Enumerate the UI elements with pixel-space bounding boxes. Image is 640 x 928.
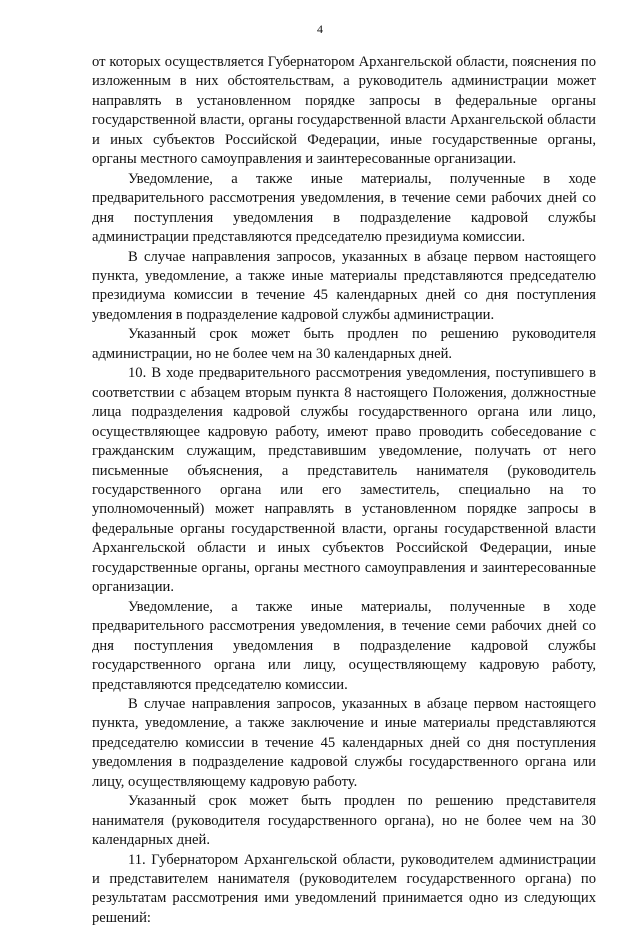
paragraph: В случае направления запросов, указанных в абзаце первом настоящего пункта, уведомление, а также заключение и иные материалы представляются председателю комиссии в течение 45 календарных дней со дня поступления уведомления в подразделение кадровой службы государственного органа или лицу, осуществляющему кадровую работу. [92, 695, 596, 790]
paragraph: Уведомление, а также иные материалы, полученные в ходе предварительного рассмотрения уведомления, в течение семи рабочих дней со дня поступления уведомления в подразделение кадровой службы государственного органа или лицу, осуществляющему кадровую работу, представляются председателю комиссии. [92, 598, 596, 693]
paragraph: Уведомление, а также иные материалы, полученные в ходе предварительного рассмотрения уведомления, в течение семи рабочих дней со дня поступления уведомления в подразделение кадровой службы администрации представляются председателю президиума комиссии. [92, 170, 596, 246]
page-number: 4 [317, 22, 323, 36]
document-body [92, 53, 596, 928]
paragraph-item-11: 11. Губернатором Архангельской области, руководителем администрации и представителем нанимателя (руководителем государственного органа) по результатам рассмотрения ими уведомлений принимается одно из следующих решений: [92, 851, 596, 926]
paragraph-item-10: 10. В ходе предварительного рассмотрения уведомления, поступившего в соответствии с абзацем вторым пункта 8 настоящего Положения, должностные лица подразделения кадровой службы государственного органа или лицо, осуществляющее кадровую работу, имеют право проводить собеседование с гражданским служащим, представившим уведомление, получать от него письменные объяснения, а представитель нанимателя (руководитель государственного органа или его заместитель, специально на то уполномоченный) может направлять в установленном порядке запросы в федеральные органы государственной власти, органы государственной власти Архангельской области и иных субъектов Российской Федерации, иные государственные органы, органы местного самоуправления и заинтересованные организации. [92, 365, 596, 596]
paragraph-continuation: от которых осуществляется Губернатором Архангельской области, пояснения по изложенным в них обстоятельствам, а руководитель администрации может направлять в установленном порядке запросы в федеральные органы государственной власти, органы государственной власти Архангельской области и иных субъектов Российской Федерации, иные государственные органы, органы местного самоуправления и заинтересованные организации. [92, 54, 596, 168]
paragraph: Указанный срок может быть продлен по решению руководителя администрации, но не более чем на 30 календарных дней. [92, 326, 596, 362]
paragraph: В случае направления запросов, указанных в абзаце первом настоящего пункта, уведомление, а также иные материалы представляются председателю президиума комиссии в течение 45 календарных дней со дня поступления уведомления в подразделение кадровой службы администрации. [92, 248, 596, 323]
paragraph: Указанный срок может быть продлен по решению представителя нанимателя (руководителя государственного органа), но не более чем на 30 календарных дней. [92, 793, 596, 849]
